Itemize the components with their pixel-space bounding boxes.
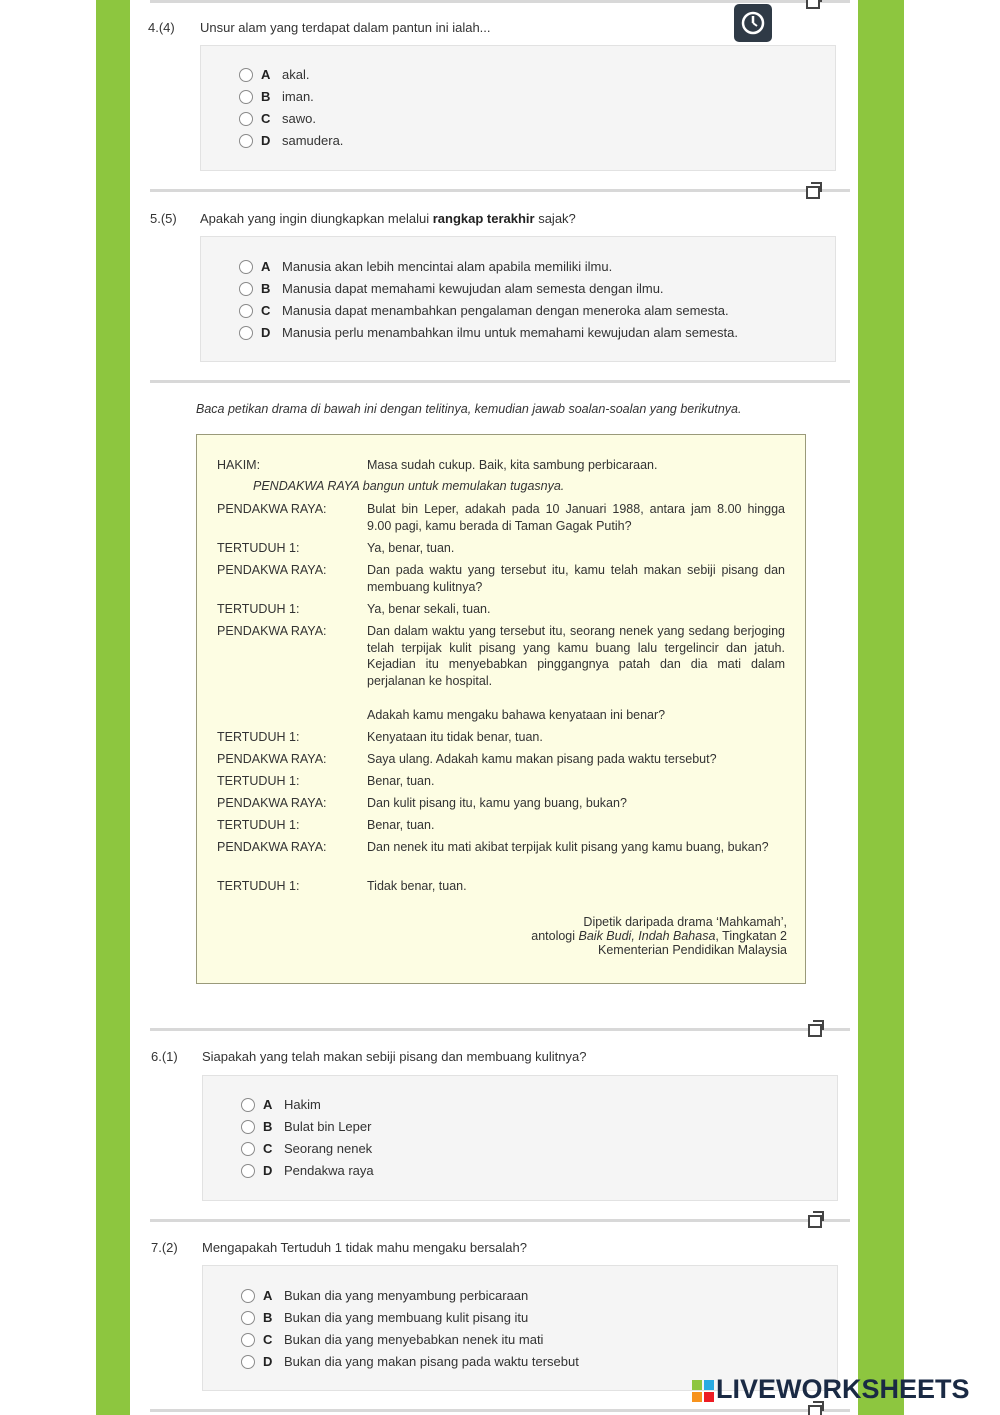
option-a[interactable]: A Hakim (241, 1097, 321, 1112)
radio-button[interactable] (239, 90, 253, 104)
speaker-label: TERTUDUH 1: (217, 541, 300, 555)
radio-button[interactable] (241, 1355, 255, 1369)
option-d[interactable]: D Pendakwa raya (241, 1163, 374, 1178)
speaker-label: PENDAKWA RAYA: (217, 840, 327, 854)
divider (150, 1219, 850, 1222)
expand-icon[interactable] (808, 1211, 823, 1225)
option-a[interactable]: A Bukan dia yang menyambung perbicaraan (241, 1288, 528, 1303)
speaker-label: TERTUDUH 1: (217, 774, 300, 788)
question-4-options (200, 45, 836, 171)
question-7-number: 7.(2) (151, 1240, 178, 1255)
option-d[interactable]: D samudera. (239, 133, 343, 148)
liveworksheets-logo-icon (692, 1380, 714, 1402)
option-d[interactable]: D Manusia perlu menambahkan ilmu untuk memahami kewujudan alam semesta. (239, 325, 738, 340)
speaker-label: TERTUDUH 1: (217, 879, 300, 893)
question-7-options (202, 1265, 838, 1391)
radio-button[interactable] (241, 1098, 255, 1112)
radio-button[interactable] (239, 304, 253, 318)
radio-button[interactable] (241, 1333, 255, 1347)
radio-button[interactable] (239, 282, 253, 296)
dialogue-text: Dan dalam waktu yang tersebut itu, seorang nenek yang sedang berjoging telah terpijak kulit pisang yang kamu buang lalu tergelincir dan jatuh. Kejadian itu menyebabkan pinggangnya patah dan dia mati dalam perjalanan ke hospital. (367, 624, 785, 688)
question-6-options (202, 1075, 838, 1201)
radio-button[interactable] (239, 260, 253, 274)
speaker-label: TERTUDUH 1: (217, 730, 300, 744)
option-a[interactable]: A Manusia akan lebih mencintai alam apabila memiliki ilmu. (239, 259, 612, 274)
divider (150, 189, 850, 192)
reading-instruction: Baca petikan drama di bawah ini dengan telitinya, kemudian jawab soalan-soalan yang berikutnya. (196, 402, 742, 416)
dialogue-text: Ya, benar sekali, tuan. (367, 602, 491, 616)
drama-passage (196, 434, 806, 984)
option-d[interactable]: D Bukan dia yang makan pisang pada waktu tersebut (241, 1354, 579, 1369)
clock-icon (734, 4, 772, 42)
top-divider (150, 0, 850, 3)
speaker-label: PENDAKWA RAYA: (217, 796, 327, 810)
dialogue-text: Adakah kamu mengaku bahawa kenyataan ini benar? (367, 708, 666, 722)
dialogue-text: Benar, tuan. (367, 774, 435, 788)
question-7-text: Mengapakah Tertuduh 1 tidak mahu mengaku bersalah? (202, 1240, 527, 1255)
question-4-number: 4.(4) (148, 20, 175, 35)
question-5-text: Apakah yang ingin diungkapkan melalui rangkap terakhir sajak? (200, 211, 576, 226)
speaker-label: PENDAKWA RAYA: (217, 752, 327, 766)
expand-icon[interactable] (806, 182, 821, 196)
speaker-label: TERTUDUH 1: (217, 818, 300, 832)
dialogue-text: Bulat bin Leper, adakah pada 10 Januari 1988, antara jam 8.00 hingga 9.00 pagi, kamu berada di Taman Gagak Putih? (367, 502, 785, 533)
timer-button[interactable] (734, 4, 772, 42)
radio-button[interactable] (239, 112, 253, 126)
divider (150, 1028, 850, 1031)
right-green-border (858, 0, 904, 1415)
stage-direction: PENDAKWA RAYA bangun untuk memulakan tugasnya. (253, 479, 565, 493)
expand-icon[interactable] (806, 0, 821, 6)
dialogue-text: Kenyataan itu tidak benar, tuan. (367, 730, 543, 744)
option-b[interactable]: B Bulat bin Leper (241, 1119, 371, 1134)
dialogue-text: Benar, tuan. (367, 818, 435, 832)
radio-button[interactable] (241, 1142, 255, 1156)
dialogue-text: Saya ulang. Adakah kamu makan pisang pada waktu tersebut? (367, 752, 717, 766)
question-5-number: 5.(5) (150, 211, 177, 226)
dialogue-text: Dan kulit pisang itu, kamu yang buang, bukan? (367, 796, 627, 810)
question-4-text: Unsur alam yang terdapat dalam pantun ini ialah... (200, 20, 491, 35)
radio-button[interactable] (241, 1164, 255, 1178)
question-6-text: Siapakah yang telah makan sebiji pisang dan membuang kulitnya? (202, 1049, 587, 1064)
dialogue-text: Masa sudah cukup. Baik, kita sambung perbicaraan. (367, 458, 658, 472)
dialogue-text: Tidak benar, tuan. (367, 879, 467, 893)
radio-button[interactable] (239, 326, 253, 340)
expand-icon[interactable] (808, 1020, 823, 1034)
speaker-label: TERTUDUH 1: (217, 602, 300, 616)
option-c[interactable]: C Bukan dia yang menyebabkan nenek itu mati (241, 1332, 543, 1347)
option-b[interactable]: B Bukan dia yang membuang kulit pisang itu (241, 1310, 528, 1325)
dialogue-text: Dan pada waktu yang tersebut itu, kamu telah makan sebiji pisang dan membuang kulitnya? (367, 563, 785, 594)
speaker-label: PENDAKWA RAYA: (217, 502, 327, 516)
question-6-number: 6.(1) (151, 1049, 178, 1064)
question-5-options (200, 236, 836, 362)
divider (150, 1409, 850, 1412)
dialogue-text: Ya, benar, tuan. (367, 541, 455, 555)
speaker-label: PENDAKWA RAYA: (217, 624, 327, 638)
dialogue-text: Dan nenek itu mati akibat terpijak kulit pisang yang kamu buang, bukan? (367, 840, 769, 854)
option-b[interactable]: B Manusia dapat memahami kewujudan alam semesta dengan ilmu. (239, 281, 664, 296)
radio-button[interactable] (241, 1289, 255, 1303)
option-a[interactable]: A akal. (239, 67, 309, 82)
option-c[interactable]: C Manusia dapat menambahkan pengalaman dengan meneroka alam semesta. (239, 303, 729, 318)
brand-name: LIVEWORKSHEETS (716, 1374, 970, 1404)
radio-button[interactable] (239, 134, 253, 148)
radio-button[interactable] (241, 1311, 255, 1325)
left-green-border (96, 0, 130, 1415)
option-c[interactable]: C sawo. (239, 111, 316, 126)
radio-button[interactable] (239, 68, 253, 82)
source-citation: Dipetik daripada drama ‘Mahkamah’, antologi Baik Budi, Indah Bahasa, Tingkatan 2 Kementerian Pendidikan Malaysia (531, 915, 787, 957)
speaker-label: HAKIM: (217, 458, 261, 472)
divider (150, 380, 850, 383)
option-c[interactable]: C Seorang nenek (241, 1141, 372, 1156)
speaker-label: PENDAKWA RAYA: (217, 563, 327, 577)
option-b[interactable]: B iman. (239, 89, 314, 104)
radio-button[interactable] (241, 1120, 255, 1134)
